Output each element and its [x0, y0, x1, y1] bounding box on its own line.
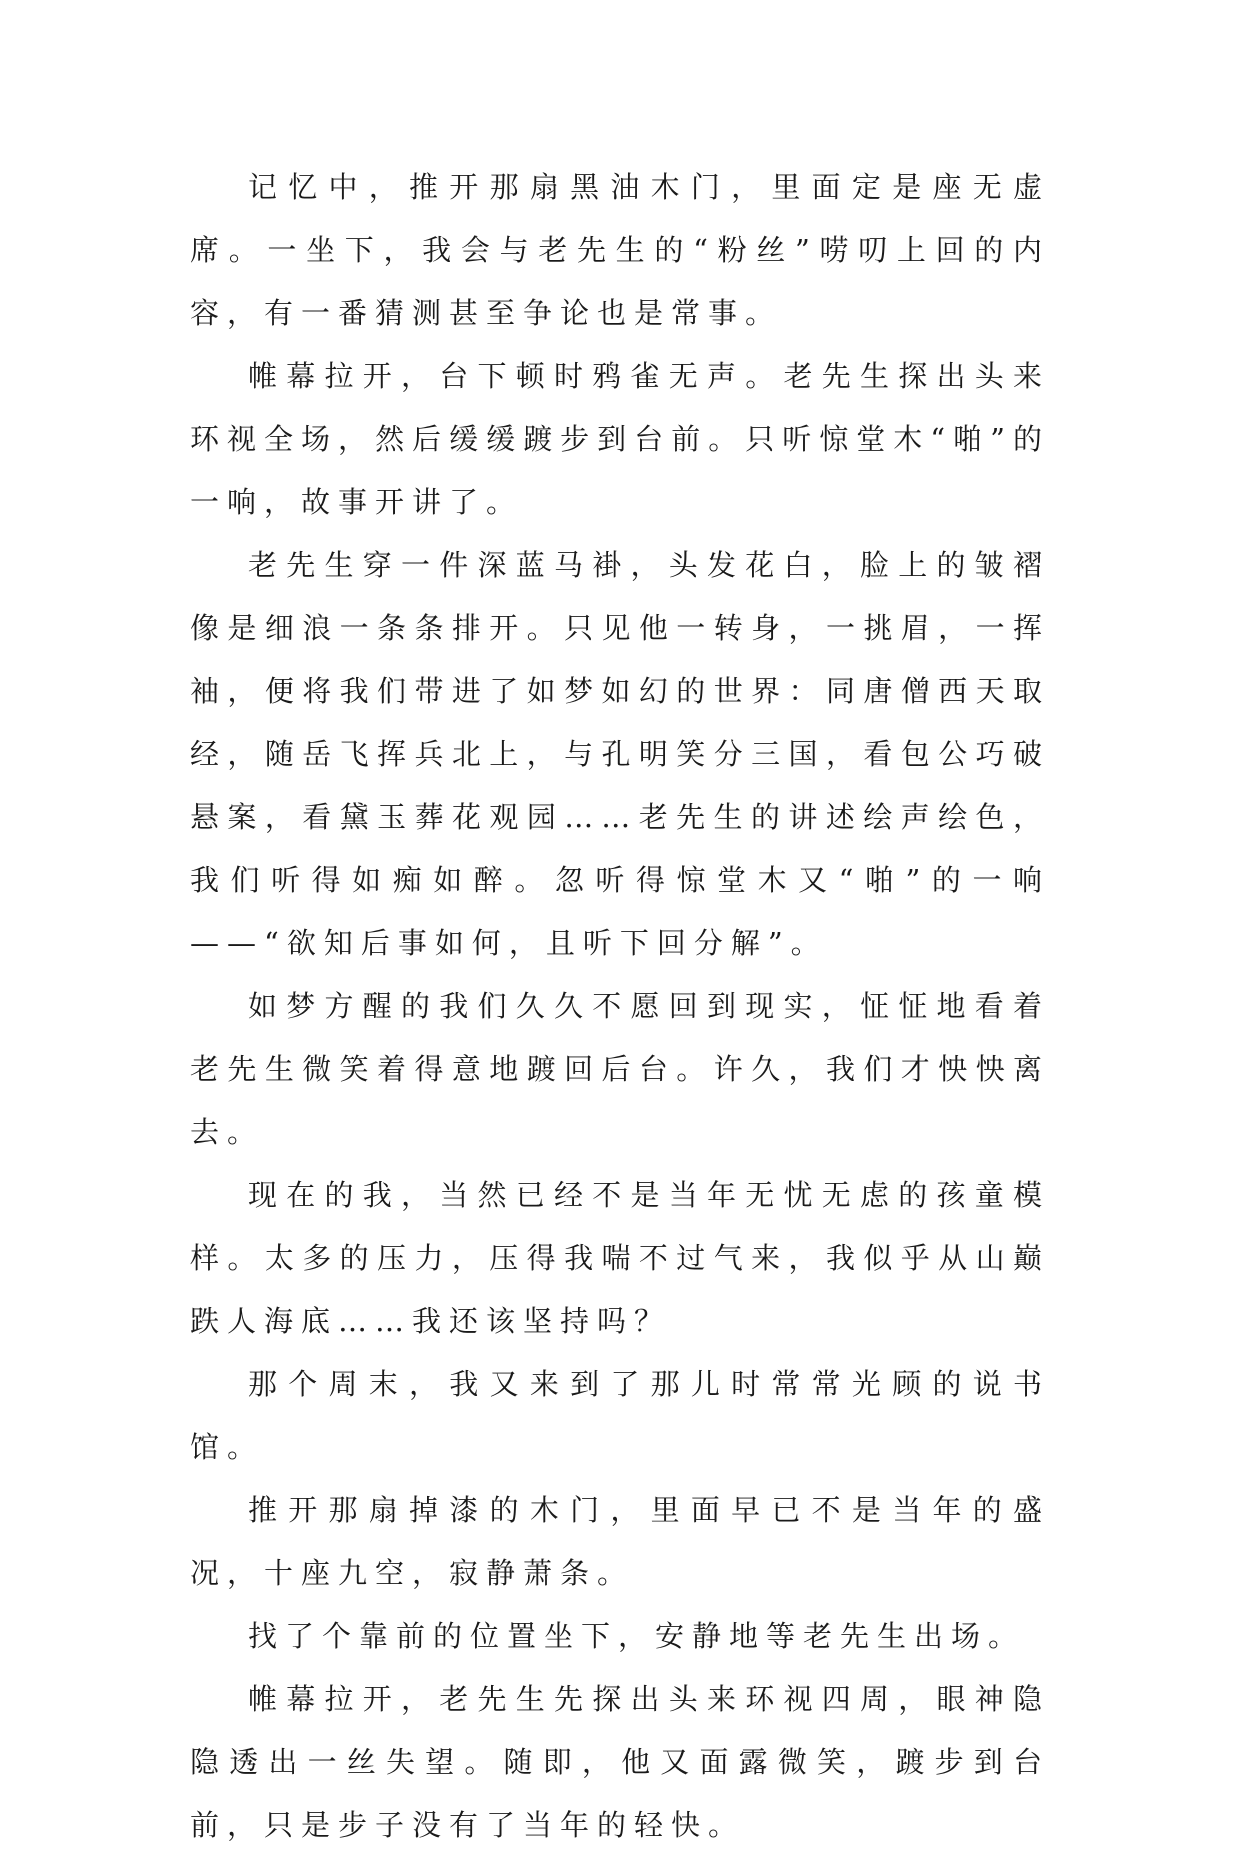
paragraph: 那个周末，我又来到了那儿时常常光顾的说书馆。	[190, 1367, 1050, 1464]
paragraph: 记忆中，推开那扇黑油木门，里面定是座无虚席。一坐下，我会与老先生的“粉丝”唠叨上回的内容，有一番猜测甚至争论也是常事。	[190, 170, 1050, 330]
paragraph: 找了个靠前的位置坐下，安静地等老先生出场。	[248, 1619, 1026, 1653]
paragraph: 帷幕拉开，老先生先探出头来环视四周，眼神隐隐透出一丝失望。随即，他又面露微笑，踱步到台前，只是步子没有了当年的轻快。	[190, 1682, 1050, 1842]
paragraph: 帷幕拉开，台下顿时鸦雀无声。老先生探出头来环视全场，然后缓缓踱步到台前。只听惊堂木“啪”的一响，故事开讲了。	[190, 359, 1050, 519]
paragraph: 现在的我，当然已经不是当年无忧无虑的孩童模样。太多的压力，压得我喘不过气来，我似乎从山巅跌人海底……我还该坚持吗？	[190, 1178, 1050, 1338]
document-body	[190, 156, 1050, 1857]
paragraph: 如梦方醒的我们久久不愿回到现实，怔怔地看着老先生微笑着得意地踱回后台。许久，我们才怏怏离去。	[190, 989, 1050, 1149]
paragraph: 推开那扇掉漆的木门，里面早已不是当年的盛况，十座九空，寂静萧条。	[190, 1493, 1050, 1590]
paragraph: 老先生穿一件深蓝马褂，头发花白，脸上的皱褶像是细浪一条条排开。只见他一转身，一挑眉，一挥袖，便将我们带进了如梦如幻的世界：同唐僧西天取经，随岳飞挥兵北上，与孔明笑分三国，看包公巧破悬案，看黛玉葬花观园……老先生的讲述绘声绘色，我们听得如痴如醉。忽听得惊堂木又“啪”的一响——“欲知后事如何，且听下回分解”。	[190, 548, 1050, 960]
